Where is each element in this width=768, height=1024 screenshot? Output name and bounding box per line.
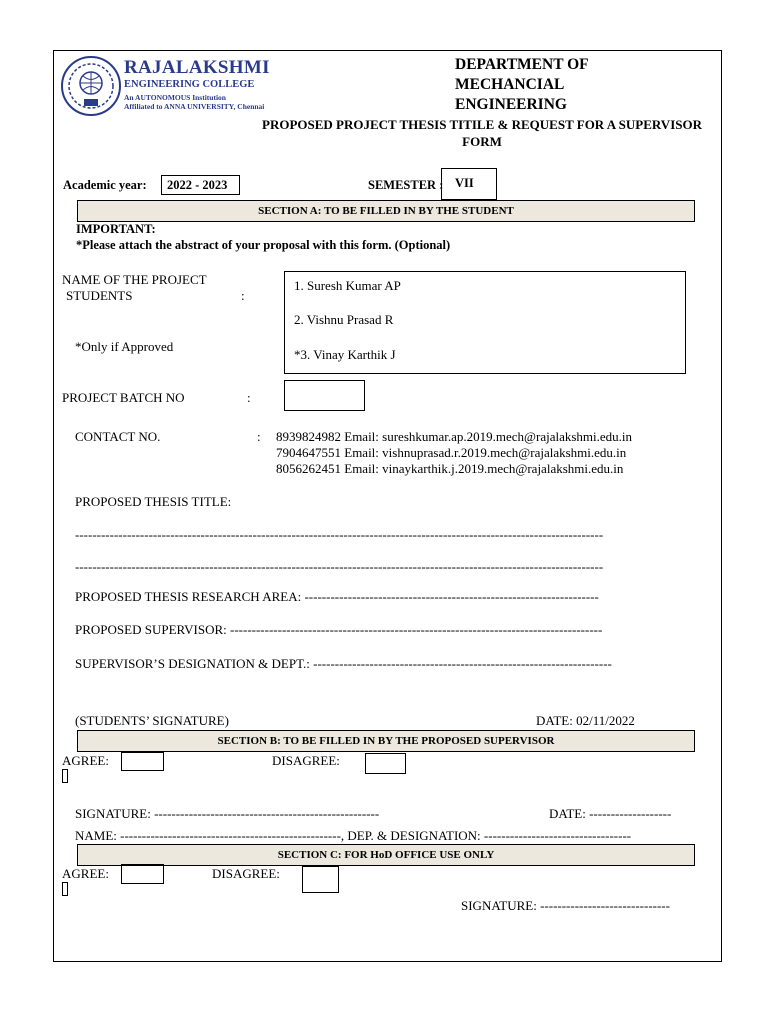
college-subtitle: ENGINEERING COLLEGE bbox=[124, 79, 255, 90]
section-b-date-line[interactable]: DATE: ------------------- bbox=[549, 806, 672, 821]
student-name-3: *3. Vinay Karthik J bbox=[294, 347, 396, 362]
contact-row-1: 8939824982 Email: sureshkumar.ap.2019.mech@rajalakshmi.edu.in bbox=[276, 429, 633, 444]
designation-line[interactable]: SUPERVISOR’S DESIGNATION & DEPT.: --------------------------------------------------------------------- bbox=[75, 656, 612, 671]
college-name: RAJALAKSHMI bbox=[124, 57, 270, 78]
section-a-header: SECTION A: TO BE FILLED IN BY THE STUDENT bbox=[77, 200, 695, 222]
college-affiliation-line: Affiliated to ANNA UNIVERSITY, Chennai bbox=[124, 102, 265, 111]
section-b-agree-label: AGREE: bbox=[62, 753, 109, 768]
thesis-title-line-2[interactable]: -------------------------------------------------------------------------------------------------------------------------- bbox=[75, 559, 604, 574]
approved-note: *Only if Approved bbox=[75, 339, 174, 354]
thesis-title-label: PROPOSED THESIS TITLE: bbox=[75, 494, 232, 509]
contact-label: CONTACT NO. bbox=[75, 429, 161, 444]
section-b-signature-line[interactable]: SIGNATURE: ---------------------------------------------------- bbox=[75, 806, 380, 821]
student-name-1: 1. Suresh Kumar AP bbox=[294, 278, 401, 293]
semester-box[interactable] bbox=[441, 168, 497, 200]
college-autonomous-line: An AUTONOMOUS Institution bbox=[124, 93, 226, 102]
dept-line-2: MECHANCIAL bbox=[455, 76, 565, 93]
student-names-colon: : bbox=[241, 288, 245, 303]
thesis-title-line-1[interactable]: -------------------------------------------------------------------------------------------------------------------------- bbox=[75, 527, 604, 542]
research-area-line[interactable]: PROPOSED THESIS RESEARCH AREA: -------------------------------------------------------------------- bbox=[75, 589, 599, 604]
supervisor-line[interactable]: PROPOSED SUPERVISOR: -------------------------------------------------------------------------------------- bbox=[75, 622, 603, 637]
department-heading bbox=[455, 55, 589, 115]
important-label: IMPORTANT: bbox=[76, 222, 156, 236]
section-c-signature-line[interactable]: SIGNATURE: ------------------------------ bbox=[461, 898, 670, 913]
student-name-2: 2. Vishnu Prasad R bbox=[294, 312, 394, 327]
student-names-label-2: STUDENTS bbox=[66, 288, 133, 303]
dept-line-1: DEPARTMENT OF bbox=[455, 56, 589, 73]
academic-year-box[interactable] bbox=[161, 175, 240, 195]
section-c-header: SECTION C: FOR HoD OFFICE USE ONLY bbox=[77, 844, 695, 866]
academic-year-value: 2022 - 2023 bbox=[167, 178, 228, 192]
batch-label: PROJECT BATCH NO bbox=[62, 390, 185, 405]
section-a-date: DATE: 02/11/2022 bbox=[536, 713, 635, 728]
student-names-label-1: NAME OF THE PROJECT bbox=[62, 272, 207, 287]
section-c-agree-checkbox[interactable] bbox=[121, 864, 164, 884]
dept-line-3: ENGINEERING bbox=[455, 96, 567, 113]
section-b-header: SECTION B: TO BE FILLED IN BY THE PROPOSED SUPERVISOR bbox=[77, 730, 695, 752]
section-c-agree-label: AGREE: bbox=[62, 866, 109, 881]
section-c-disagree-checkbox[interactable] bbox=[302, 866, 339, 893]
students-signature-label: (STUDENTS’ SIGNATURE) bbox=[75, 713, 229, 728]
contact-row-3: 8056262451 Email: vinaykarthik.j.2019.mech@rajalakshmi.edu.in bbox=[276, 461, 624, 476]
section-c-disagree-label: DISAGREE: bbox=[212, 866, 280, 881]
section-b-name-designation-line[interactable]: NAME: ---------------------------------------------------, DEP. & DESIGNATION: ---------------------------------- bbox=[75, 828, 632, 843]
semester-value: VII bbox=[455, 176, 474, 190]
contact-row-2: 7904647551 Email: vishnuprasad.r.2019.mech@rajalakshmi.edu.in bbox=[276, 445, 627, 460]
college-logo-icon bbox=[60, 55, 122, 117]
batch-colon: : bbox=[247, 390, 251, 405]
attach-note: *Please attach the abstract of your proposal with this form. (Optional) bbox=[76, 238, 451, 252]
section-b-disagree-label: DISAGREE: bbox=[272, 753, 340, 768]
academic-year-label: Academic year: bbox=[63, 178, 147, 192]
section-b-agree-checkbox[interactable] bbox=[121, 752, 164, 771]
semester-label: SEMESTER : bbox=[368, 178, 444, 192]
section-c-marker-icon bbox=[62, 882, 68, 896]
section-b-disagree-checkbox[interactable] bbox=[365, 753, 406, 774]
batch-no-input[interactable] bbox=[284, 380, 365, 411]
section-b-marker-icon bbox=[62, 769, 68, 783]
form-title: PROPOSED PROJECT THESIS TITILE & REQUEST FOR A SUPERVISOR FORM bbox=[262, 117, 702, 149]
contact-colon: : bbox=[257, 429, 261, 444]
student-names-box[interactable] bbox=[284, 271, 686, 374]
